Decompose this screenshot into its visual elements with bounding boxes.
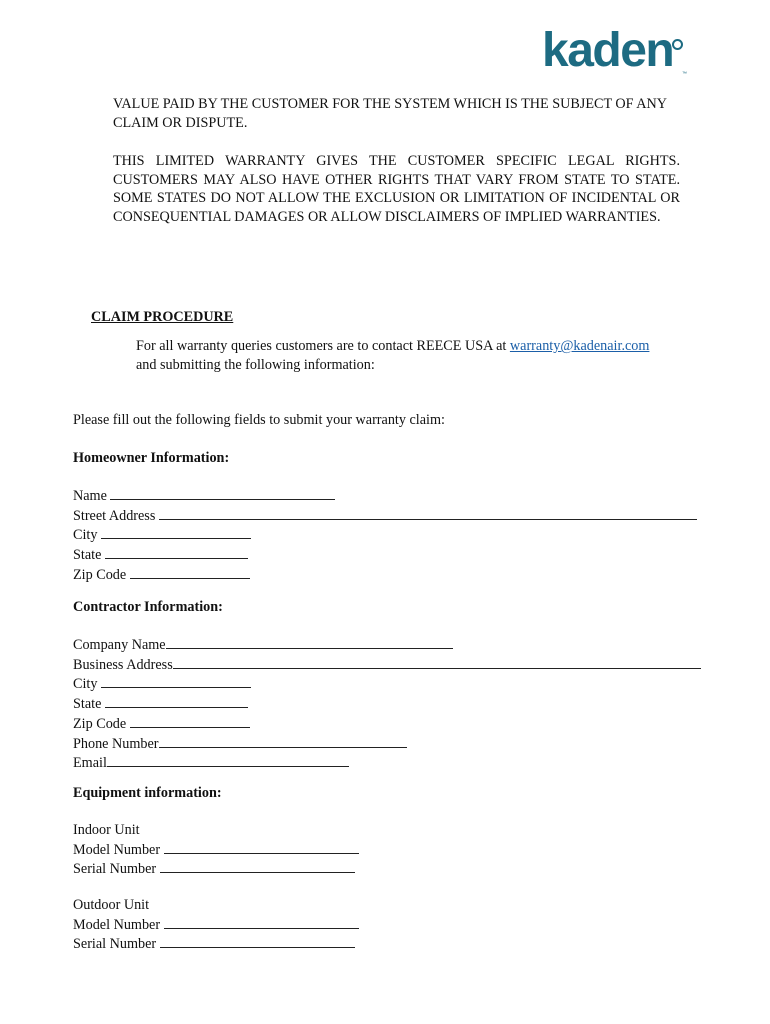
indoor-serial-field[interactable] [73, 859, 359, 879]
outdoor-serial-field[interactable] [73, 934, 359, 954]
homeowner-city-field[interactable] [73, 525, 697, 545]
email-input-line[interactable] [107, 753, 349, 767]
indoor-model-input-line[interactable] [164, 840, 359, 854]
field-label: Model Number [73, 841, 161, 858]
indoor-model-field[interactable] [73, 840, 359, 860]
zip-input-line[interactable] [130, 714, 250, 728]
contractor-city-field[interactable] [73, 674, 701, 694]
company-input-line[interactable] [166, 635, 453, 649]
contractor-state-field[interactable] [73, 694, 701, 714]
claim-procedure-text [136, 337, 696, 374]
contractor-zip-field[interactable] [73, 714, 701, 734]
contractor-fields [73, 635, 701, 773]
contractor-phone-field[interactable] [73, 734, 701, 754]
warranty-paragraph-2: THIS LIMITED WARRANTY GIVES THE CUSTOMER SPECIFIC LEGAL RIGHTS. CUSTOMERS MAY ALSO HAVE OTHER RIGHTS THAT VARY FROM STATE TO STATE. SOME STATES DO NOT ALLOW THE EXCLUSION OR LIMITATION OF INCIDENTAL OR CONSEQUENTIAL DAMAGES OR ALLOW DISCLAIMERS OF IMPLIED WARRANTIES. [113, 153, 680, 226]
field-label: State [73, 696, 102, 713]
city-input-line[interactable] [101, 525, 251, 539]
homeowner-zip-field[interactable] [73, 565, 697, 585]
indoor-unit-label: Indoor Unit [73, 822, 140, 838]
contractor-company-field[interactable] [73, 635, 701, 655]
indoor-unit-fields [73, 821, 359, 879]
field-label: Business Address [73, 656, 173, 673]
business-input-line[interactable] [173, 655, 701, 669]
field-label: State [73, 547, 102, 564]
outdoor-unit-label: Outdoor Unit [73, 897, 150, 913]
equipment-heading: Equipment information: [73, 785, 222, 801]
claim-text-before: For all warranty queries customers are to contact REECE USA at [136, 338, 510, 354]
warranty-email-link[interactable]: warranty@kadenair.com [509, 338, 650, 354]
state-input-line[interactable] [105, 545, 248, 559]
homeowner-fields [73, 486, 697, 585]
outdoor-model-input-line[interactable] [164, 915, 359, 929]
street-input-line[interactable] [159, 506, 697, 520]
field-label: Company Name [73, 637, 166, 653]
warranty-paragraph-1: VALUE PAID BY THE CUSTOMER FOR THE SYSTEM WHICH IS THE SUBJECT OF ANY CLAIM OR DISPUTE. [113, 96, 667, 131]
contractor-email-field[interactable] [73, 753, 701, 773]
indoor-serial-input-line[interactable] [160, 859, 355, 873]
outdoor-unit-fields [73, 896, 359, 954]
field-label: Zip Code [73, 715, 127, 732]
homeowner-heading: Homeowner Information: [73, 450, 230, 466]
field-label: Serial Number [73, 936, 157, 953]
name-input-line[interactable] [110, 486, 335, 500]
kaden-logo [542, 24, 687, 77]
state-input-line[interactable] [105, 694, 248, 708]
outdoor-serial-input-line[interactable] [160, 934, 355, 948]
field-label: City [73, 527, 98, 544]
homeowner-street-field[interactable] [73, 506, 697, 526]
phone-input-line[interactable] [159, 734, 407, 748]
homeowner-state-field[interactable] [73, 545, 697, 565]
homeowner-name-field[interactable] [73, 486, 697, 506]
field-label: Phone Number [73, 735, 159, 752]
logo-trademark: ™ [682, 71, 687, 77]
zip-input-line[interactable] [130, 565, 250, 579]
claim-text-after: and submitting the following information: [136, 356, 375, 373]
field-label: Zip Code [73, 566, 127, 583]
contractor-heading: Contractor Information: [73, 599, 223, 615]
field-label: Serial Number [73, 861, 157, 878]
field-label: Street Address [73, 507, 156, 524]
outdoor-model-field[interactable] [73, 915, 359, 935]
claim-procedure-heading: CLAIM PROCEDURE [91, 309, 234, 325]
form-intro: Please fill out the following fields to submit your warranty claim: [73, 412, 445, 428]
logo-ring-mark [672, 39, 683, 50]
city-input-line[interactable] [101, 674, 251, 688]
field-label: Model Number [73, 916, 161, 933]
field-label: City [73, 676, 98, 693]
field-label: Email [73, 755, 107, 772]
field-label: Name [73, 488, 107, 504]
logo-wordmark: kaden [542, 24, 674, 77]
contractor-business-field[interactable] [73, 655, 701, 675]
